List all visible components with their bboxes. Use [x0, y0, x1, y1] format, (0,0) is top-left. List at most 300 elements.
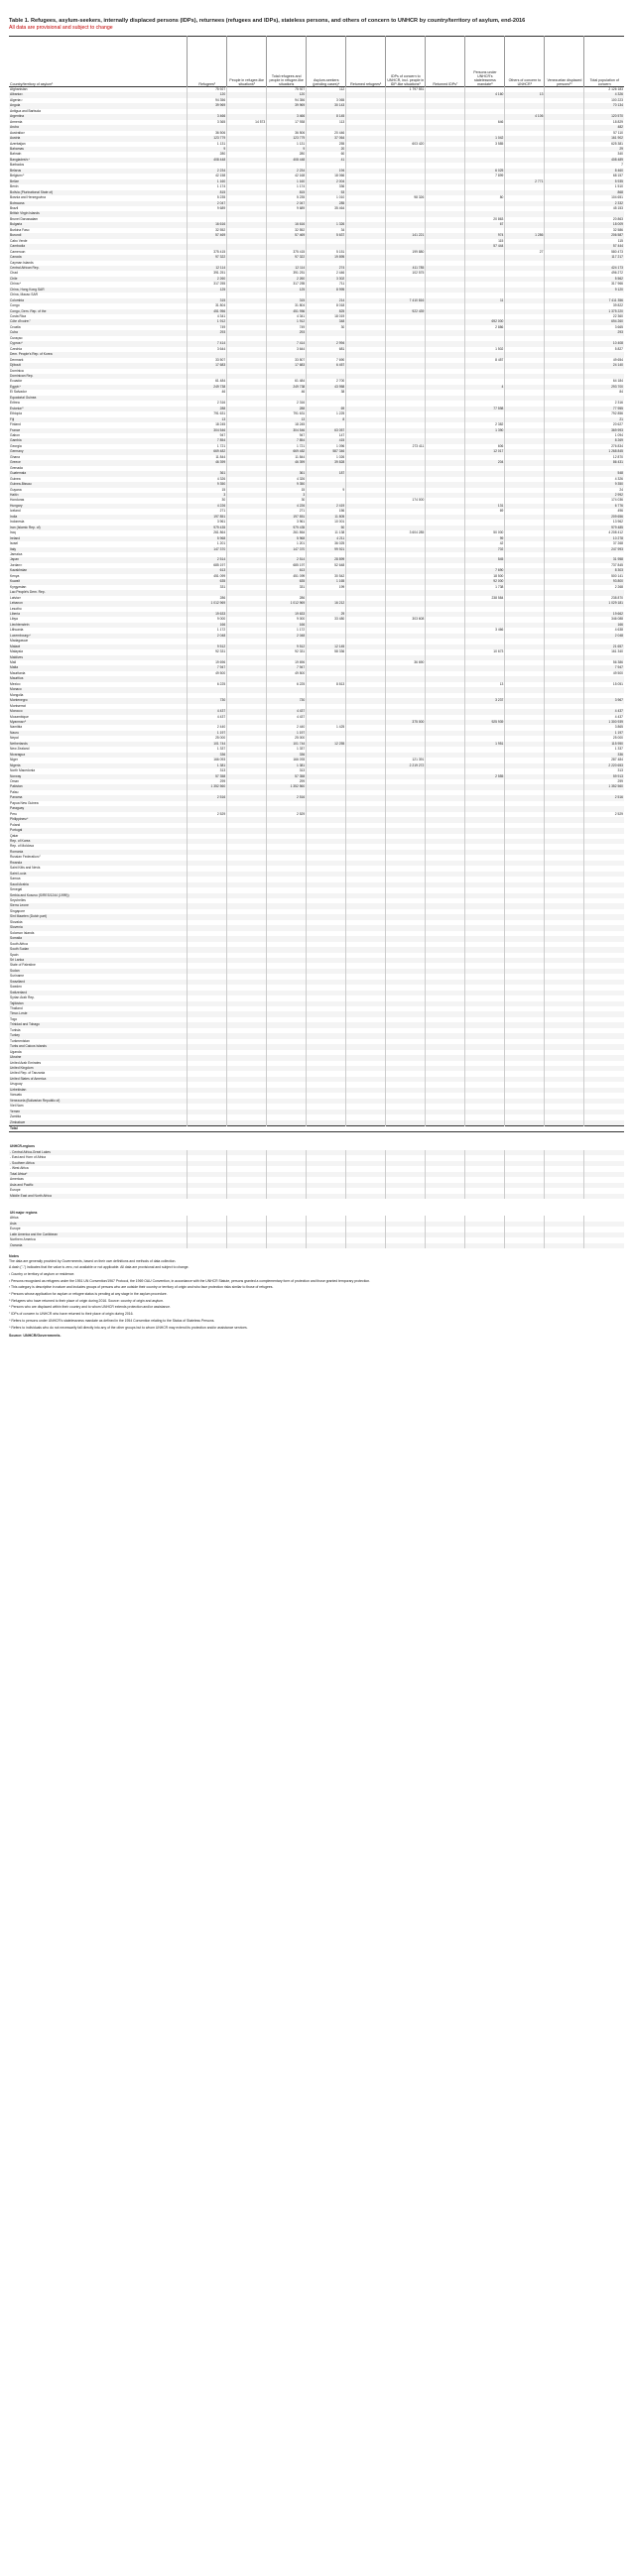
- table-cell: 166 093: [267, 758, 307, 762]
- row-label: Malawi: [9, 644, 188, 649]
- table-cell: 249 738: [188, 385, 227, 390]
- table-cell: 42: [465, 541, 505, 546]
- row-label: France: [9, 428, 188, 433]
- row-label: Nicaragua: [9, 753, 188, 758]
- column-header: Returned refugees⁵: [346, 37, 386, 87]
- table-cell: 4 208 412: [584, 530, 624, 535]
- table-cell: 161 902: [584, 136, 624, 141]
- table-cell: 2 234: [188, 169, 227, 174]
- row-label: Northern America: [10, 1237, 36, 1242]
- row-label: Spain: [10, 952, 19, 957]
- table-cell: 41: [307, 158, 346, 163]
- table-cell: 315: [267, 298, 307, 303]
- table-cell: 166: [584, 623, 624, 628]
- row-label: Equatorial Guinea: [9, 396, 188, 401]
- table-cell: 25 000: [267, 736, 307, 741]
- table-cell: 25 000: [188, 736, 227, 741]
- table-cell: 2 886: [465, 325, 505, 330]
- table-cell: 500 141: [584, 574, 624, 579]
- table-cell: 8 995: [307, 288, 346, 293]
- table-cell: 749: [188, 325, 227, 330]
- row-label: Madagascar: [10, 639, 29, 644]
- row-label: Saudi Arabia: [9, 882, 188, 887]
- table-cell: 19 633: [188, 612, 227, 617]
- row-label: Bangladesh¹⁴: [9, 158, 188, 163]
- row-label: Canada: [9, 255, 188, 260]
- table-cell: 791 631: [188, 411, 227, 416]
- row-label: Djibouti: [9, 363, 188, 368]
- table-cell: 4 437: [267, 709, 307, 714]
- table-cell: 1 425: [307, 725, 346, 730]
- row-label: Colombia: [9, 298, 188, 303]
- document-page: [9, 0, 624, 1339]
- row-label: Estonia²⁰: [9, 407, 188, 411]
- table-cell: 17 683: [188, 363, 227, 368]
- spacer-cell: [9, 1132, 624, 1145]
- table-cell: 331: [188, 585, 227, 590]
- table-cell: 1 352 560: [584, 784, 624, 789]
- row-label: Ethiopia: [10, 411, 22, 416]
- table-cell: 2 516: [584, 795, 624, 800]
- table-cell: 42 158: [188, 174, 227, 178]
- table-cell: 669 482: [188, 449, 227, 454]
- table-cell: 293: [267, 330, 307, 335]
- table-cell: 2 700: [307, 379, 346, 384]
- table-cell: 123 779: [188, 136, 227, 141]
- table-cell: 13: [267, 417, 307, 422]
- row-label: Africa: [10, 1216, 19, 1221]
- row-label: Gabon: [10, 433, 20, 437]
- table-cell: [307, 1243, 346, 1248]
- table-cell: 2 126 183: [584, 87, 624, 93]
- row-label: United States of America: [9, 1077, 188, 1082]
- table-cell: 4 326: [188, 477, 227, 482]
- table-cell: 1 390: [465, 428, 505, 433]
- table-cell: 1 738: [465, 585, 505, 590]
- table-cell: 7 947: [188, 665, 227, 670]
- row-label: Maldives: [9, 655, 188, 660]
- table-cell: 6 225: [188, 682, 227, 687]
- table-cell: 247 993: [584, 547, 624, 552]
- table-cell: 166: [267, 623, 307, 628]
- table-cell: 4 437: [188, 715, 227, 720]
- row-label: Turks and Caicos Islands: [9, 1044, 188, 1049]
- row-label: Monaco: [9, 687, 188, 692]
- row-label: Zimbabwe: [9, 1120, 188, 1126]
- table-cell: 174 036: [584, 498, 624, 503]
- row-label: Algeria¹²: [10, 97, 23, 102]
- table-cell: 979 435: [188, 526, 227, 530]
- table-cell: 77 955: [584, 407, 624, 411]
- row-label: Total Africa*: [9, 1172, 188, 1177]
- table-cell: 331: [267, 585, 307, 590]
- table-cell: 274: [307, 266, 346, 271]
- table-cell: 147 370: [267, 547, 307, 552]
- table-cell: 18 009: [584, 222, 624, 227]
- row-label: Morocco: [9, 709, 188, 714]
- row-label: Finland: [10, 422, 21, 427]
- footnote: ⁷ IDPs of concern to UNHCR who have returned to their place of origin during 2016.: [9, 1312, 134, 1317]
- table-cell: 7 414: [188, 341, 227, 346]
- table-cell: 10 673: [465, 649, 505, 654]
- table-cell: 99 921: [307, 547, 346, 552]
- table-cell: 711: [307, 282, 346, 287]
- row-label: Chad: [10, 271, 18, 276]
- table-cell: 15 051: [584, 682, 624, 687]
- table-cell: 1 337: [584, 747, 624, 752]
- spacer-row: [9, 1132, 624, 1145]
- table-cell: 4: [465, 385, 505, 390]
- table-cell: 1 096: [307, 444, 346, 449]
- row-label: Suriname: [10, 974, 25, 979]
- table-cell: 46 399: [188, 460, 227, 465]
- table-cell: 7 947: [267, 665, 307, 670]
- row-label: Tunisia: [10, 1027, 21, 1032]
- table-cell: 204: [465, 460, 505, 465]
- row-label: Malta: [9, 665, 188, 670]
- table-cell: 3 865: [584, 725, 624, 730]
- table-cell: 7 947: [584, 665, 624, 670]
- table-cell: 33 480: [307, 617, 346, 622]
- table-cell: 7 854: [267, 438, 307, 443]
- table-cell: 30: [188, 498, 227, 503]
- table-cell: 19 895: [307, 255, 346, 260]
- row-label: Mozambique: [10, 714, 29, 719]
- table-cell: 61 484: [188, 379, 227, 384]
- table-cell: 11 138: [307, 530, 346, 535]
- row-label: Togo: [10, 1016, 18, 1021]
- row-label: Lesotho: [10, 606, 22, 611]
- table-cell: 19 696: [188, 660, 227, 665]
- row-label: Bosnia and Herzegovina: [10, 195, 46, 200]
- table-cell: 30 542: [307, 574, 346, 579]
- table-cell: 9 120: [584, 288, 624, 293]
- row-label: Curaçao: [10, 335, 23, 340]
- table-cell: 3 644: [267, 347, 307, 352]
- table-cell: 121 391: [386, 758, 426, 762]
- table-cell: 12 114: [267, 266, 307, 271]
- table-cell: 112: [307, 87, 346, 93]
- table-cell: 20 863: [584, 217, 624, 222]
- row-label: Turkey: [9, 1033, 188, 1038]
- table-cell: 56 386: [584, 660, 624, 665]
- table-cell: 9 350: [188, 482, 227, 487]
- table-cell: 67: [465, 222, 505, 227]
- table-cell: 415: [307, 438, 346, 443]
- row-label: Aruba: [9, 125, 188, 130]
- table-cell: 57 110: [584, 131, 624, 136]
- table-cell: 8: [307, 417, 346, 422]
- table-cell: 5 235: [188, 195, 227, 200]
- row-label: United Rep. of Tanzania: [10, 1071, 46, 1076]
- row-label: Iceland: [10, 509, 21, 514]
- row-label: Poland: [10, 822, 21, 827]
- table-cell: [227, 1243, 267, 1248]
- row-label: Mongolia: [10, 692, 24, 697]
- table-cell: 70 134: [584, 103, 624, 108]
- row-label: Italy: [9, 547, 188, 552]
- table-cell: 1 300 939: [584, 720, 624, 725]
- table-cell: 979 485: [584, 526, 624, 530]
- table-cell: 2 994: [307, 341, 346, 346]
- table-cell: 606: [465, 444, 505, 449]
- row-label: - Central Africa-Great Lakes: [9, 1150, 188, 1155]
- row-label: Portugal: [9, 828, 188, 833]
- table-cell: 317 255: [267, 282, 307, 287]
- table-cell: 36 506: [267, 131, 307, 136]
- row-label: Georgia: [10, 443, 22, 448]
- column-header: Country/territory of asylum¹: [9, 37, 188, 87]
- table-cell: 7 411 356: [584, 298, 624, 303]
- table-cell: 31 804: [188, 303, 227, 308]
- table-cell: 451 956: [188, 309, 227, 314]
- row-label: Sri Lanka: [9, 958, 188, 963]
- table-cell: 31 804: [267, 303, 307, 308]
- row-label: Bolivia (Plurinational State of): [9, 190, 188, 195]
- table-cell: 2 529: [267, 812, 307, 817]
- table-cell: 7: [584, 163, 624, 168]
- table-cell: [426, 1243, 465, 1248]
- table-cell: 1 286: [505, 233, 545, 238]
- table-cell: 61 484: [267, 379, 307, 384]
- table-cell: 1 352 560: [267, 784, 307, 789]
- row-label: Rwanda: [9, 861, 188, 866]
- table-cell: 19 662: [584, 612, 624, 617]
- table-cell: 1 010: [307, 195, 346, 200]
- table-cell: 280: [267, 152, 307, 157]
- table-cell: 9: [267, 147, 307, 152]
- table-cell: 13 962: [584, 520, 624, 525]
- table-cell: 2 260: [188, 277, 227, 282]
- notes-heading: Notes: [9, 1254, 19, 1259]
- row-label: State of Palestine: [10, 963, 36, 968]
- table-cell: 286: [188, 596, 227, 601]
- table-cell: 4 341: [267, 314, 307, 319]
- table-cell: 5 827: [584, 347, 624, 352]
- footnote: ¹ Country or territory of asylum or residence.: [9, 1272, 75, 1277]
- table-cell: 580 473: [584, 250, 624, 255]
- table-cell: 120: [188, 92, 227, 97]
- table-cell: 156: [307, 509, 346, 514]
- table-cell: 792 856: [584, 411, 624, 416]
- row-label: Afghanistan: [10, 87, 28, 91]
- table-cell: 19 696: [267, 660, 307, 665]
- row-label: Montserrat: [10, 703, 26, 708]
- table-cell: 12 255: [307, 742, 346, 747]
- table-cell: 84: [584, 390, 624, 395]
- row-label: Peru: [10, 811, 17, 816]
- table-cell: 336: [307, 184, 346, 189]
- table-cell: 69: [307, 407, 346, 411]
- table-cell: 625 381: [584, 142, 624, 147]
- table-cell: 1 012 969: [267, 601, 307, 606]
- row-label: Cuba: [9, 330, 188, 335]
- row-label: Oceania: [9, 1243, 188, 1248]
- table-cell: 8 018: [307, 303, 346, 308]
- table-cell: 4 326: [584, 477, 624, 482]
- table-cell: 17 938: [267, 120, 307, 125]
- table-cell: 99: [465, 536, 505, 541]
- table-cell: 303 608: [386, 617, 426, 622]
- row-label: Netherlands: [9, 742, 188, 747]
- row-label: Hungary: [9, 504, 188, 509]
- row-label: Ghana: [10, 454, 20, 459]
- table-cell: 120: [267, 92, 307, 97]
- table-cell: 20 627: [584, 422, 624, 427]
- row-label: Antigua and Barbuda: [10, 108, 41, 113]
- row-label: Belarus: [9, 169, 188, 174]
- table-cell: 299: [188, 779, 227, 784]
- table-cell: 97 322: [188, 255, 227, 260]
- table-cell: 29: [307, 612, 346, 617]
- row-label: Samoa: [10, 877, 21, 881]
- table-cell: 2 516: [188, 795, 227, 800]
- table-cell: 125: [267, 288, 307, 293]
- row-label: Uruguay: [10, 1082, 23, 1087]
- table-cell: 199 880: [386, 250, 426, 255]
- row-label: Palau: [10, 789, 19, 794]
- row-label: Trinidad and Tobago: [9, 1022, 188, 1027]
- column-header: Refugees²: [188, 37, 227, 87]
- table-cell: 102 575: [386, 271, 426, 276]
- column-header: Total refugees and people in refugee-like situations: [267, 37, 307, 87]
- table-cell: 33 507: [267, 358, 307, 363]
- table-cell: 3: [188, 493, 227, 498]
- table-cell: 37 064: [307, 136, 346, 141]
- row-label: Israel: [10, 541, 19, 546]
- table-cell: 9 512: [267, 644, 307, 649]
- row-label: Niger: [10, 758, 18, 762]
- table-cell: 3 585: [465, 142, 505, 147]
- row-label: Swaziland: [9, 980, 188, 985]
- row-label: Latvia²³: [10, 595, 21, 600]
- table-cell: 2 529: [188, 812, 227, 817]
- row-label: Ecuador: [10, 379, 23, 384]
- footnote: ³ This category is descriptive in nature and includes groups of persons who are outside their country or territory of origin and who face protection risks similar to those of refugees.: [9, 1285, 274, 1290]
- row-label: Benin: [10, 184, 19, 189]
- table-cell: 12 145: [307, 644, 346, 649]
- table-cell: 238 584: [465, 596, 505, 601]
- table-cell: 635: [188, 579, 227, 584]
- table-cell: 681: [307, 347, 346, 352]
- table-cell: 86 431: [584, 460, 624, 465]
- table-cell: 3 961: [188, 520, 227, 525]
- table-cell: 24 140: [584, 363, 624, 368]
- table-cell: 45 153: [584, 206, 624, 211]
- table-cell: 21: [584, 417, 624, 422]
- table-cell: 12 017: [465, 449, 505, 454]
- table-cell: 2 516: [267, 795, 307, 800]
- table-cell: 1 201: [188, 541, 227, 546]
- footnote: ⁴ Persons whose application for asylum or refugee status is pending at any stage in the asylum procedure.: [9, 1292, 168, 1297]
- table-cell: 16 212: [307, 601, 346, 606]
- table-cell: 8 145: [307, 114, 346, 119]
- table-cell: 408 448: [267, 158, 307, 163]
- table-cell: 8 269: [584, 438, 624, 443]
- row-label: Pakistan: [9, 784, 188, 789]
- row-label: Myanmar²⁵: [9, 720, 188, 725]
- row-label: South Africa: [10, 941, 28, 946]
- table-cell: 10 001: [307, 520, 346, 525]
- row-label: Jamaica: [10, 551, 23, 556]
- row-label: South Sudan: [9, 947, 188, 952]
- table-cell: 1 197: [584, 731, 624, 736]
- table-cell: 9 000: [267, 617, 307, 622]
- table-cell: 2 004: [307, 179, 346, 184]
- row-label: United Arab Emirates: [10, 1060, 42, 1065]
- row-label: Indonesia: [10, 520, 25, 525]
- table-cell: 2 771: [505, 179, 545, 184]
- un-region-row: [9, 1243, 624, 1248]
- row-label: British Virgin Islands: [9, 211, 188, 216]
- row-label: Nepal: [10, 736, 19, 741]
- table-cell: 64 184: [584, 379, 624, 384]
- table-cell: 43 958: [307, 385, 346, 390]
- row-label: Guyana: [10, 487, 22, 492]
- table-cell: 120 570: [584, 114, 624, 119]
- table-cell: 214: [307, 298, 346, 303]
- table-cell: 9 689: [188, 206, 227, 211]
- table-cell: 113: [307, 120, 346, 125]
- table-cell: 313: [188, 768, 227, 773]
- table-cell: 13: [505, 92, 545, 97]
- row-label: Rep. of Korea: [9, 839, 188, 844]
- table-cell: 5 151: [307, 250, 346, 255]
- table-cell: 53: [307, 190, 346, 195]
- table-cell: 101 744: [188, 742, 227, 747]
- row-label: Jordan²²: [10, 562, 23, 567]
- row-label: Burundi: [9, 233, 188, 238]
- table-cell: 93 800: [584, 579, 624, 584]
- table-cell: 424 173: [584, 266, 624, 271]
- row-label: Asia and Pacific: [9, 1183, 188, 1188]
- table-cell: 336: [267, 753, 307, 758]
- table-cell: 273 411: [386, 444, 426, 449]
- table-cell: 408 448: [188, 158, 227, 163]
- row-label: Denmark: [10, 357, 24, 362]
- row-label: Turkmenistan: [10, 1038, 30, 1043]
- table-cell: 32 552: [188, 228, 227, 233]
- row-label: Cabo Verde: [10, 238, 28, 243]
- table-cell: 16 616: [188, 222, 227, 227]
- footnote: ⁸ Refers to persons under UNHCR's statelessness mandate as defined in the 1954 Convention relating to the Status of Stateless Persons.: [9, 1318, 215, 1323]
- table-cell: 1 165: [307, 579, 346, 584]
- section-label: UN major regions: [9, 1211, 624, 1216]
- table-cell: 2 555: [465, 774, 505, 779]
- row-label: Guinea-Bissau: [9, 482, 188, 487]
- table-cell: 3 466: [465, 628, 505, 633]
- table-cell: 2 220 653: [584, 763, 624, 768]
- row-label: - Southern Africa: [9, 1161, 188, 1166]
- table-cell: 694 260: [584, 319, 624, 324]
- table-cell: [267, 1243, 307, 1248]
- table-cell: 11 805: [307, 515, 346, 520]
- table-cell: 451 099: [188, 574, 227, 579]
- row-label: Papua New Guinea: [10, 800, 39, 805]
- row-label: Sierra Leone: [9, 903, 188, 908]
- table-cell: 19 633: [267, 612, 307, 617]
- row-label: Middle East and North Africa: [9, 1194, 188, 1199]
- row-label: Asia: [9, 1222, 188, 1227]
- row-label: El Salvador: [10, 390, 27, 395]
- table-cell: 3 237: [465, 698, 505, 703]
- table-cell: 285: [307, 201, 346, 206]
- row-label: Thailand: [10, 1006, 23, 1011]
- row-label: Slovenia: [9, 925, 188, 930]
- column-header: Returned IDPs⁷: [426, 37, 465, 87]
- footnote: ⁵ Refugees who have returned to their place of origin during 2016. Source: country of origin and asylum.: [9, 1298, 164, 1303]
- row-label: Sint Maarten (Dutch part): [9, 914, 188, 919]
